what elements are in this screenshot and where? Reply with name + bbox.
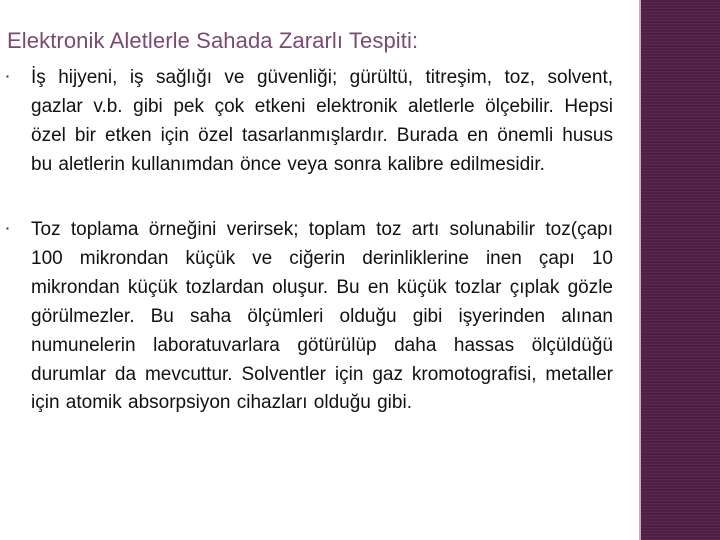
bullet-text: İş hijyeni, iş sağlığı ve güvenliği; gürültü, titreşim, toz, solvent, gazlar v.b. gibi pek çok etkeni elektronik aletlerle ölçebilir. Hepsi özel bir etken için özel tasarlanmışlardır. Burada en önemli husus bu aletlerin kullanımdan önce veya sonra kalibre edilmesidir. (31, 67, 613, 175)
bullet-icon: ▪ (6, 224, 9, 233)
bullet-text: Toz toplama örneğini verirsek; toplam toz artı solunabilir toz(çapı 100 mikrondan küçük ve ciğerin derinliklerine inen çapı 10 mikrondan küçük tozlardan oluşur. Bu en küçük tozlar çıplak gözle görülmezler. Bu saha ölçümleri olduğu gibi işyerinden alınan numunelerin laboratuvarlara götürülüp daha hassas ölçüldüğü durumlar da mevcuttur. Solventler için gaz kromotografisi, metaller için atomik absorpsiyon cihazları olduğu gibi. (31, 219, 613, 414)
side-band (641, 0, 720, 540)
slide-title: Elektronik Aletlerle Sahada Zararlı Tespiti: (7, 28, 419, 53)
bullet-icon: ▪ (6, 72, 9, 81)
